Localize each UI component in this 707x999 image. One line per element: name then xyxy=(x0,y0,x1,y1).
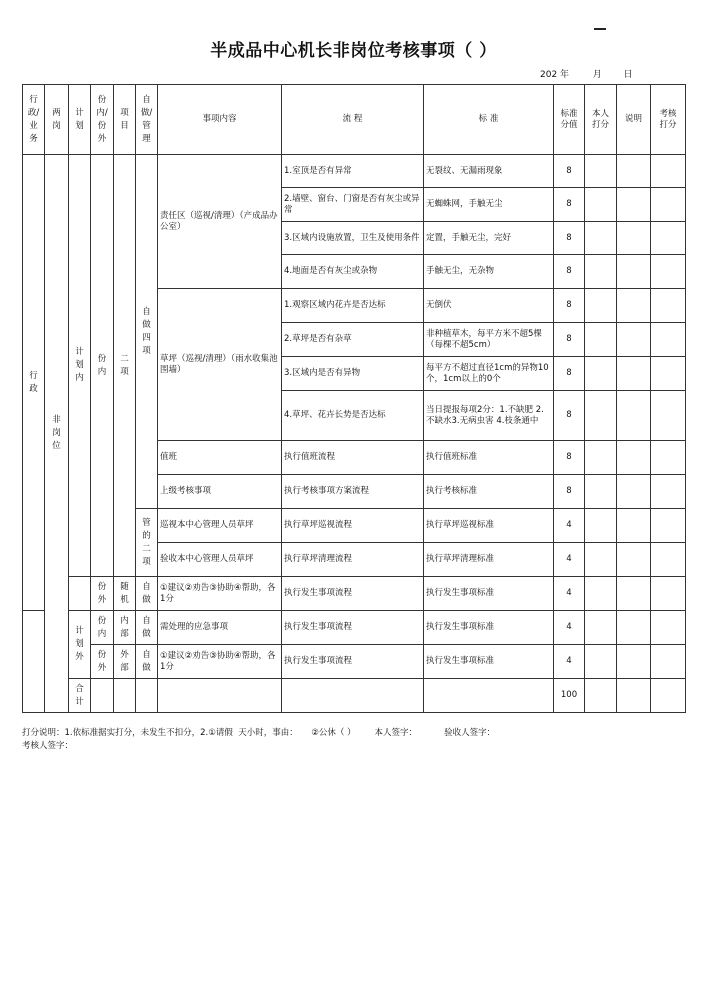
self-score-cell[interactable] xyxy=(585,543,617,577)
cell-self-do2: 自做 xyxy=(136,611,158,645)
explain-cell[interactable] xyxy=(617,679,651,713)
row-item: 上级考核事项 xyxy=(158,475,282,509)
row-score: 8 xyxy=(554,188,585,222)
self-score-cell[interactable] xyxy=(585,255,617,289)
assess-score-cell[interactable] xyxy=(651,611,686,645)
cell-inner: 份内 xyxy=(91,155,114,577)
row-process: 4.草坪、花卉长势是否达标 xyxy=(282,391,424,441)
row-standard: 每平方不超过直径1cm的异物10个，1cm以上的0个 xyxy=(424,357,554,391)
assess-score-cell[interactable] xyxy=(651,509,686,543)
self-score-cell[interactable] xyxy=(585,323,617,357)
row-process: 1.室顶是否有异常 xyxy=(282,155,424,188)
row-score: 4 xyxy=(554,543,585,577)
row-process: 执行发生事项流程 xyxy=(282,577,424,611)
row-score: 4 xyxy=(554,611,585,645)
cell-blank-planned xyxy=(69,577,91,611)
explain-cell[interactable] xyxy=(617,543,651,577)
row-standard: 当日提报每项2分：1.不缺肥 2.不缺水3.无病虫害 4.枝条通中 xyxy=(424,391,554,441)
date-month: 月 xyxy=(592,70,602,80)
assess-score-cell[interactable] xyxy=(651,543,686,577)
cell-admin: 行政 xyxy=(23,155,45,611)
row-process: 执行发生事项流程 xyxy=(282,645,424,679)
self-score-cell[interactable] xyxy=(585,391,617,441)
row-standard: 执行草坪清理标准 xyxy=(424,543,554,577)
total-row xyxy=(23,679,686,713)
header-col5: 项目 xyxy=(114,85,136,155)
row-score: 8 xyxy=(554,222,585,255)
table-row xyxy=(23,577,686,611)
header-item: 事项内容 xyxy=(158,85,282,155)
row-score: 4 xyxy=(554,509,585,543)
cell-self-do3: 自做 xyxy=(136,645,158,679)
cell-self-four: 自做四项 xyxy=(136,155,158,509)
notes xyxy=(22,727,692,753)
row-process: 2.草坪是否有杂草 xyxy=(282,323,424,357)
cell-random: 随机 xyxy=(114,577,136,611)
corner-mark xyxy=(594,28,606,30)
notes-scoring: 打分说明：1.依标准据实打分，未发生不扣分，2.①请假 天小时，事由： xyxy=(22,728,298,738)
row-score: 8 xyxy=(554,357,585,391)
cell-inner2: 份内 xyxy=(91,611,114,645)
cell-internal: 内部 xyxy=(114,611,136,645)
row-process: 2.墙壁、窗台、门窗是否有灰尘或异常 xyxy=(282,188,424,222)
row-item: 需处理的应急事项 xyxy=(158,611,282,645)
row-score: 8 xyxy=(554,255,585,289)
row-score: 8 xyxy=(554,391,585,441)
self-score-cell[interactable] xyxy=(585,222,617,255)
row-score: 8 xyxy=(554,475,585,509)
self-score-cell[interactable] xyxy=(585,645,617,679)
self-score-cell[interactable] xyxy=(585,188,617,222)
explain-cell[interactable] xyxy=(617,289,651,323)
header-standard: 标 准 xyxy=(424,85,554,155)
row-process: 执行草坪巡视流程 xyxy=(282,509,424,543)
self-score-cell[interactable] xyxy=(585,611,617,645)
assess-score-cell[interactable] xyxy=(651,289,686,323)
self-score-cell[interactable] xyxy=(585,679,617,713)
assess-score-cell[interactable] xyxy=(651,357,686,391)
total-score: 100 xyxy=(554,679,585,713)
row-standard: 执行发生事项标准 xyxy=(424,611,554,645)
cell-admin-blank xyxy=(23,611,45,713)
self-score-cell[interactable] xyxy=(585,441,617,475)
row-standard: 无裂纹、无漏雨现象 xyxy=(424,155,554,188)
cell-unplanned: 计划外 xyxy=(69,611,91,679)
header-col6: 自做/管理 xyxy=(136,85,158,155)
date-line xyxy=(540,67,633,80)
header-self: 本人打分 xyxy=(585,85,617,155)
header-process: 流 程 xyxy=(282,85,424,155)
self-score-cell[interactable] xyxy=(585,289,617,323)
self-score-cell[interactable] xyxy=(585,509,617,543)
notes-leave: ②公休（ ） xyxy=(311,728,356,738)
row-process: 执行考核事项方案流程 xyxy=(282,475,424,509)
row-score: 4 xyxy=(554,577,585,611)
explain-cell[interactable] xyxy=(617,441,651,475)
row-score: 8 xyxy=(554,155,585,188)
assess-score-cell[interactable] xyxy=(651,441,686,475)
explain-cell[interactable] xyxy=(617,222,651,255)
assess-score-cell[interactable] xyxy=(651,679,686,713)
row-standard: 手触无尘，无杂物 xyxy=(424,255,554,289)
table-row xyxy=(23,645,686,679)
explain-cell[interactable] xyxy=(617,323,651,357)
cell-nonpost: 非岗位 xyxy=(45,155,69,713)
assess-score-cell[interactable] xyxy=(651,391,686,441)
self-signature-label: 本人签字： xyxy=(374,728,418,738)
explain-cell[interactable] xyxy=(617,475,651,509)
explain-cell[interactable] xyxy=(617,188,651,222)
assess-score-cell[interactable] xyxy=(651,577,686,611)
row-process: 3.区域内设施放置，卫生及使用条件 xyxy=(282,222,424,255)
group-responsibility: 责任区（巡视/清理）（产成品办公室） xyxy=(158,155,282,289)
explain-cell[interactable] xyxy=(617,255,651,289)
row-item: ①建议②劝告③协助④帮助，各1分 xyxy=(158,577,282,611)
header-col1: 行政/业务 xyxy=(23,85,45,155)
row-score: 4 xyxy=(554,645,585,679)
row-process: 执行值班流程 xyxy=(282,441,424,475)
row-standard: 无倒伏 xyxy=(424,289,554,323)
explain-cell[interactable] xyxy=(617,645,651,679)
table-row xyxy=(23,155,686,188)
explain-cell[interactable] xyxy=(617,155,651,188)
row-standard: 无蜘蛛网，手触无尘 xyxy=(424,188,554,222)
date-day: 日 xyxy=(623,70,633,80)
cell-external: 外部 xyxy=(114,645,136,679)
row-process: 3.区域内是否有异物 xyxy=(282,357,424,391)
assess-score-cell[interactable] xyxy=(651,222,686,255)
table-row xyxy=(23,611,686,645)
row-item: ①建议②劝告③协助④帮助，各1分 xyxy=(158,645,282,679)
explain-cell[interactable] xyxy=(617,357,651,391)
cell-outer2: 份外 xyxy=(91,645,114,679)
cell-self-do: 自做 xyxy=(136,577,158,611)
self-score-cell[interactable] xyxy=(585,577,617,611)
page-title: 半成品中心机长非岗位考核事项（ ） xyxy=(210,41,497,61)
row-item: 验收本中心管理人员草坪 xyxy=(158,543,282,577)
header-col2: 两岗 xyxy=(45,85,69,155)
row-process: 执行发生事项流程 xyxy=(282,611,424,645)
header-assess: 考核打分 xyxy=(651,85,686,155)
notes-line1 xyxy=(22,727,692,740)
explain-cell[interactable] xyxy=(617,577,651,611)
row-standard: 执行草坪巡视标准 xyxy=(424,509,554,543)
cell-total: 合计 xyxy=(69,679,91,713)
row-score: 8 xyxy=(554,323,585,357)
assessor-signature-label: 考核人签字： xyxy=(22,741,74,751)
assess-score-cell[interactable] xyxy=(651,475,686,509)
header-col4: 份内/份外 xyxy=(91,85,114,155)
explain-cell[interactable] xyxy=(617,611,651,645)
header-score: 标准分值 xyxy=(554,85,585,155)
header-row xyxy=(23,85,686,155)
explain-cell[interactable] xyxy=(617,391,651,441)
cell-manage-two: 管的二项 xyxy=(136,509,158,577)
cell-outer: 份外 xyxy=(91,577,114,611)
self-score-cell[interactable] xyxy=(585,475,617,509)
inspector-signature-label: 验收人签字： xyxy=(444,728,496,738)
row-standard: 执行值班标准 xyxy=(424,441,554,475)
row-item: 值班 xyxy=(158,441,282,475)
self-score-cell[interactable] xyxy=(585,357,617,391)
row-standard: 定置，手触无尘，完好 xyxy=(424,222,554,255)
header-explain: 说明 xyxy=(617,85,651,155)
assess-score-cell[interactable] xyxy=(651,323,686,357)
row-item: 巡视本中心管理人员草坪 xyxy=(158,509,282,543)
header-col3: 计划 xyxy=(69,85,91,155)
assess-score-cell[interactable] xyxy=(651,155,686,188)
row-score: 8 xyxy=(554,289,585,323)
row-score: 8 xyxy=(554,441,585,475)
assess-score-cell[interactable] xyxy=(651,645,686,679)
explain-cell[interactable] xyxy=(617,509,651,543)
row-process: 4.地面是否有灰尘或杂物 xyxy=(282,255,424,289)
assess-score-cell[interactable] xyxy=(651,188,686,222)
group-lawn: 草坪（巡视/清理）（雨水收集池围墙） xyxy=(158,289,282,441)
cell-planned: 计划内 xyxy=(69,155,91,577)
assessment-table xyxy=(22,84,686,713)
cell-two: 二项 xyxy=(114,155,136,577)
row-process: 1.观察区域内花卉是否达标 xyxy=(282,289,424,323)
row-standard: 执行考核标准 xyxy=(424,475,554,509)
self-score-cell[interactable] xyxy=(585,155,617,188)
date-year: 202 年 xyxy=(540,70,570,80)
row-process: 执行草坪清理流程 xyxy=(282,543,424,577)
row-standard: 执行发生事项标准 xyxy=(424,577,554,611)
row-standard: 非种植草木，每平方米不超5棵（每棵不超5cm） xyxy=(424,323,554,357)
row-standard: 执行发生事项标准 xyxy=(424,645,554,679)
assess-score-cell[interactable] xyxy=(651,255,686,289)
